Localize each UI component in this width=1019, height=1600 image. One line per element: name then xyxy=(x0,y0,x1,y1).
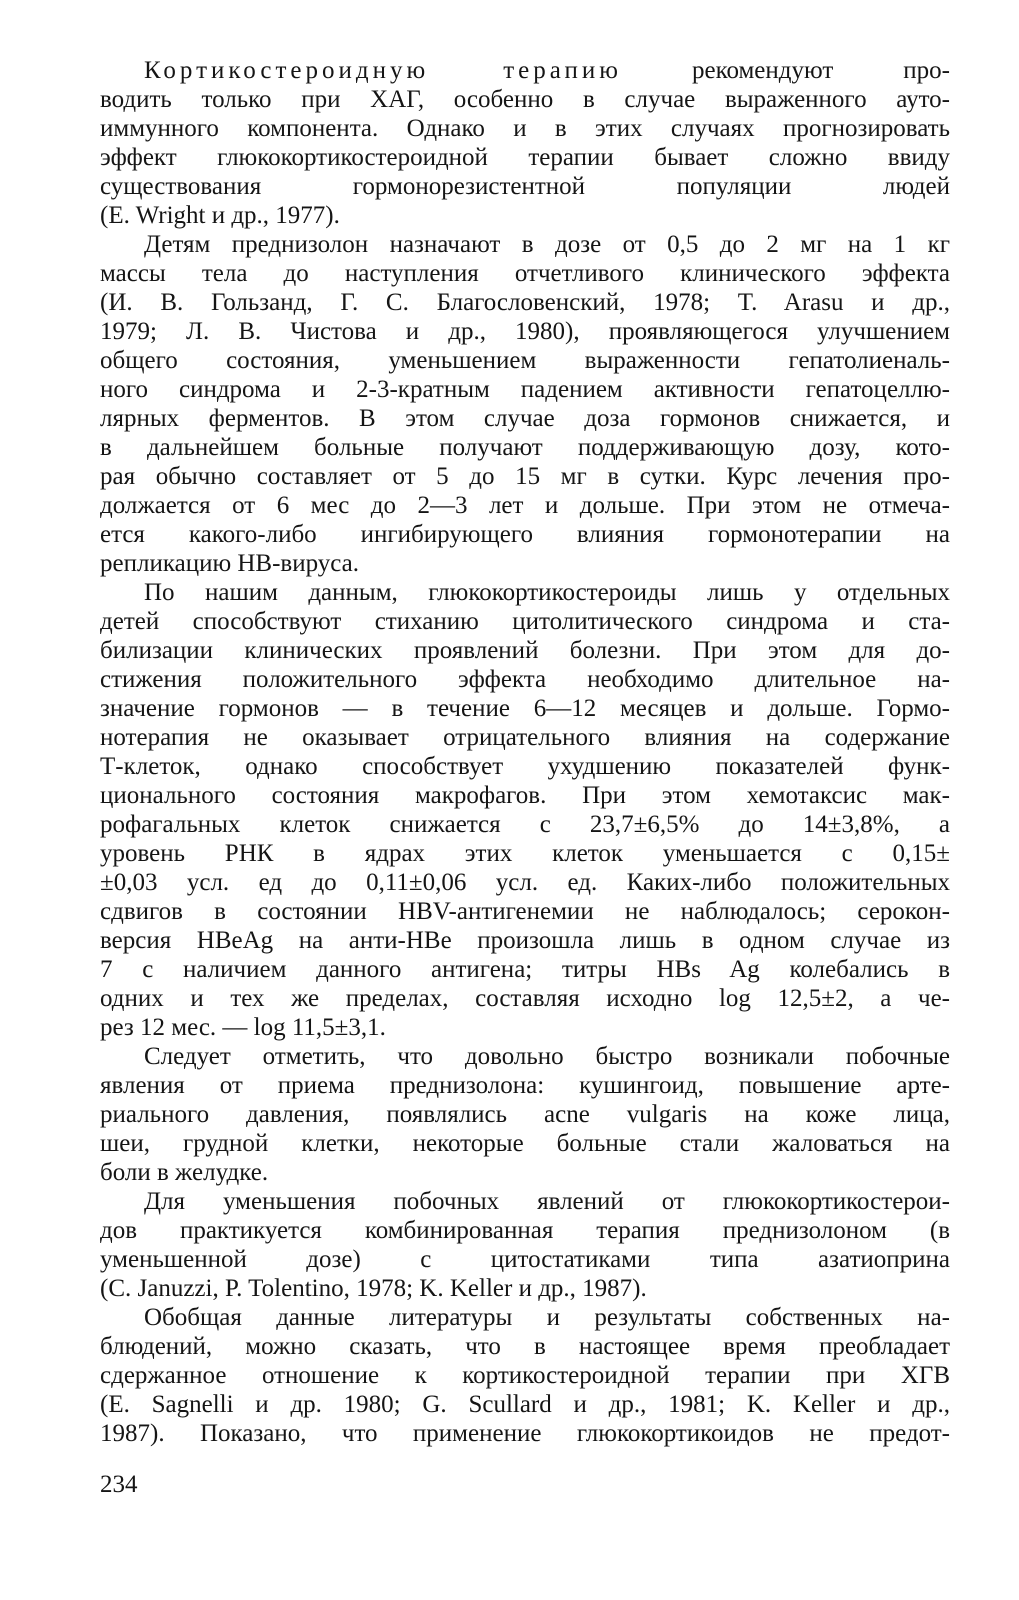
paragraph xyxy=(100,1187,950,1303)
line-text: сдвигов в состоянии HBV-антигенемии не наблюдалось; серокон- xyxy=(100,898,950,925)
page-number: 234 xyxy=(100,1471,138,1498)
text-line xyxy=(100,1274,950,1303)
text-line xyxy=(100,1216,950,1245)
text-line xyxy=(100,1187,950,1216)
text-line xyxy=(100,56,950,85)
text-line xyxy=(100,1100,950,1129)
text-line xyxy=(100,201,950,230)
line-text: должается от 6 мес до 2—3 лет и дольше. При этом не отмеча- xyxy=(100,492,950,519)
line-text: 1987). Показано, что применение глюкокортикоидов не предот- xyxy=(100,1420,950,1447)
text-line xyxy=(100,694,950,723)
paragraph xyxy=(100,1042,950,1187)
text-line xyxy=(100,549,950,578)
line-text: массы тела до наступления отчетливого клинического эффекта xyxy=(100,260,950,287)
line-text: Для уменьшения побочных явлений от глюкокортикостерои- xyxy=(144,1188,950,1215)
line-text: уменьшенной дозе) с цитостатиками типа азатиоприна xyxy=(100,1246,950,1273)
text-line xyxy=(100,317,950,346)
text-line xyxy=(100,1042,950,1071)
text-line xyxy=(100,1419,950,1448)
text-line xyxy=(100,636,950,665)
paragraph xyxy=(100,1303,950,1448)
text-line xyxy=(100,375,950,404)
line-text: Детям преднизолон назначают в дозе от 0,5 до 2 мг на 1 кг xyxy=(144,231,950,258)
text-line xyxy=(100,1129,950,1158)
text-line xyxy=(100,1390,950,1419)
line-text: блюдений, можно сказать, что в настоящее время преобладает xyxy=(100,1333,950,1360)
line-text: дов практикуется комбинированная терапия преднизолоном (в xyxy=(100,1217,950,1244)
line-text: рекомендуют про- xyxy=(621,57,950,84)
line-text: нотерапия не оказывает отрицательного влияния на содержание xyxy=(100,724,950,751)
text-line xyxy=(100,781,950,810)
line-text: (E. Sagnelli и др. 1980; G. Scullard и др., 1981; K. Keller и др., xyxy=(100,1391,950,1418)
text-line xyxy=(100,984,950,1013)
line-text: Т-клеток, однако способствует ухудшению показателей функ- xyxy=(100,753,950,780)
text-line xyxy=(100,926,950,955)
line-text: значение гормонов — в течение 6—12 месяцев и дольше. Гормо- xyxy=(100,695,950,722)
paragraph xyxy=(100,56,950,230)
line-text: (C. Januzzi, P. Tolentino, 1978; K. Keller и др., 1987). xyxy=(100,1275,647,1302)
line-text: рофагальных клеток снижается с 23,7±6,5% до 14±3,8%, а xyxy=(100,811,950,838)
text-line xyxy=(100,1361,950,1390)
text-line xyxy=(100,1332,950,1361)
line-text: ется какого-либо ингибирующего влияния гормонотерапии на xyxy=(100,521,950,548)
body-text xyxy=(100,56,950,1448)
line-text: билизации клинических проявлений болезни. При этом для до- xyxy=(100,637,950,664)
line-text: 1979; Л. В. Чистова и др., 1980), проявляющегося улучшением xyxy=(100,318,950,345)
line-text: уровень РНК в ядрах этих клеток уменьшается с 0,15± xyxy=(100,840,950,867)
line-text: версия HBeAg на анти-HBe произошла лишь в одном случае из xyxy=(100,927,950,954)
line-text: в дальнейшем больные получают поддерживающую дозу, кото- xyxy=(100,434,950,461)
line-text: (И. В. Гользанд, Г. С. Благословенский, 1978; T. Arasu и др., xyxy=(100,289,950,316)
text-line xyxy=(100,1245,950,1274)
line-text: ционального состояния макрофагов. При этом хемотаксис мак- xyxy=(100,782,950,809)
text-line xyxy=(100,1013,950,1042)
line-text: По нашим данным, глюкокортикостероиды лишь у отдельных xyxy=(144,579,950,606)
line-text: лярных ферментов. В этом случае доза гормонов снижается, и xyxy=(100,405,950,432)
line-text: сдержанное отношение к кортикостероидной терапии при ХГВ xyxy=(100,1362,950,1389)
text-line xyxy=(100,259,950,288)
text-line xyxy=(100,723,950,752)
spaced-emphasis: Кортикостероидную терапию xyxy=(144,57,622,84)
line-text: ±0,03 усл. ед до 0,11±0,06 усл. ед. Каких-либо положительных xyxy=(100,869,950,896)
line-text: (E. Wright и др., 1977). xyxy=(100,202,340,229)
text-line xyxy=(100,752,950,781)
line-text: репликацию HB-вируса. xyxy=(100,550,360,577)
line-text: 7 с наличием данного антигена; титры HBs Ag колебались в xyxy=(100,956,950,983)
text-line xyxy=(100,491,950,520)
text-line xyxy=(100,520,950,549)
line-text: водить только при ХАГ, особенно в случае выраженного ауто- xyxy=(100,86,950,113)
line-text: существования гормонорезистентной популяции людей xyxy=(100,173,950,200)
line-text: риального давления, появлялись acne vulgaris на коже лица, xyxy=(100,1101,950,1128)
line-text: явления от приема преднизолона: кушингоид, повышение арте- xyxy=(100,1072,950,1099)
text-line xyxy=(100,433,950,462)
text-line xyxy=(100,143,950,172)
line-text: эффект глюкокортикостероидной терапии бывает сложно ввиду xyxy=(100,144,950,171)
line-text: рая обычно составляет от 5 до 15 мг в сутки. Курс лечения про- xyxy=(100,463,950,490)
line-text: Обобщая данные литературы и результаты собственных на- xyxy=(144,1304,950,1331)
text-line xyxy=(100,868,950,897)
text-line xyxy=(100,839,950,868)
text-line xyxy=(100,1303,950,1332)
text-line xyxy=(100,404,950,433)
line-text: одних и тех же пределах, составляя исходно log 12,5±2, а че- xyxy=(100,985,950,1012)
line-text: иммунного компонента. Однако и в этих случаях прогнозировать xyxy=(100,115,950,142)
text-line xyxy=(100,665,950,694)
line-text: детей способствуют стиханию цитолитического синдрома и ста- xyxy=(100,608,950,635)
text-line xyxy=(100,85,950,114)
line-text: стижения положительного эффекта необходимо длительное на- xyxy=(100,666,950,693)
text-line xyxy=(100,288,950,317)
text-line xyxy=(100,607,950,636)
line-text: общего состояния, уменьшением выраженности гепатолиеналь- xyxy=(100,347,950,374)
text-line xyxy=(100,172,950,201)
text-line xyxy=(100,346,950,375)
text-line xyxy=(100,1071,950,1100)
line-text: шеи, грудной клетки, некоторые больные стали жаловаться на xyxy=(100,1130,950,1157)
line-text: рез 12 мес. — log 11,5±3,1. xyxy=(100,1014,386,1041)
text-line xyxy=(100,955,950,984)
text-line xyxy=(100,810,950,839)
paragraph xyxy=(100,230,950,578)
paragraph xyxy=(100,578,950,1042)
text-line xyxy=(100,230,950,259)
text-line xyxy=(100,578,950,607)
line-text: Следует отметить, что довольно быстро возникали побочные xyxy=(144,1043,950,1070)
line-text: боли в желудке. xyxy=(100,1159,269,1186)
text-line xyxy=(100,114,950,143)
text-line xyxy=(100,897,950,926)
text-line xyxy=(100,1158,950,1187)
text-line xyxy=(100,462,950,491)
line-text: ного синдрома и 2-3-кратным падением активности гепатоцеллю- xyxy=(100,376,950,403)
